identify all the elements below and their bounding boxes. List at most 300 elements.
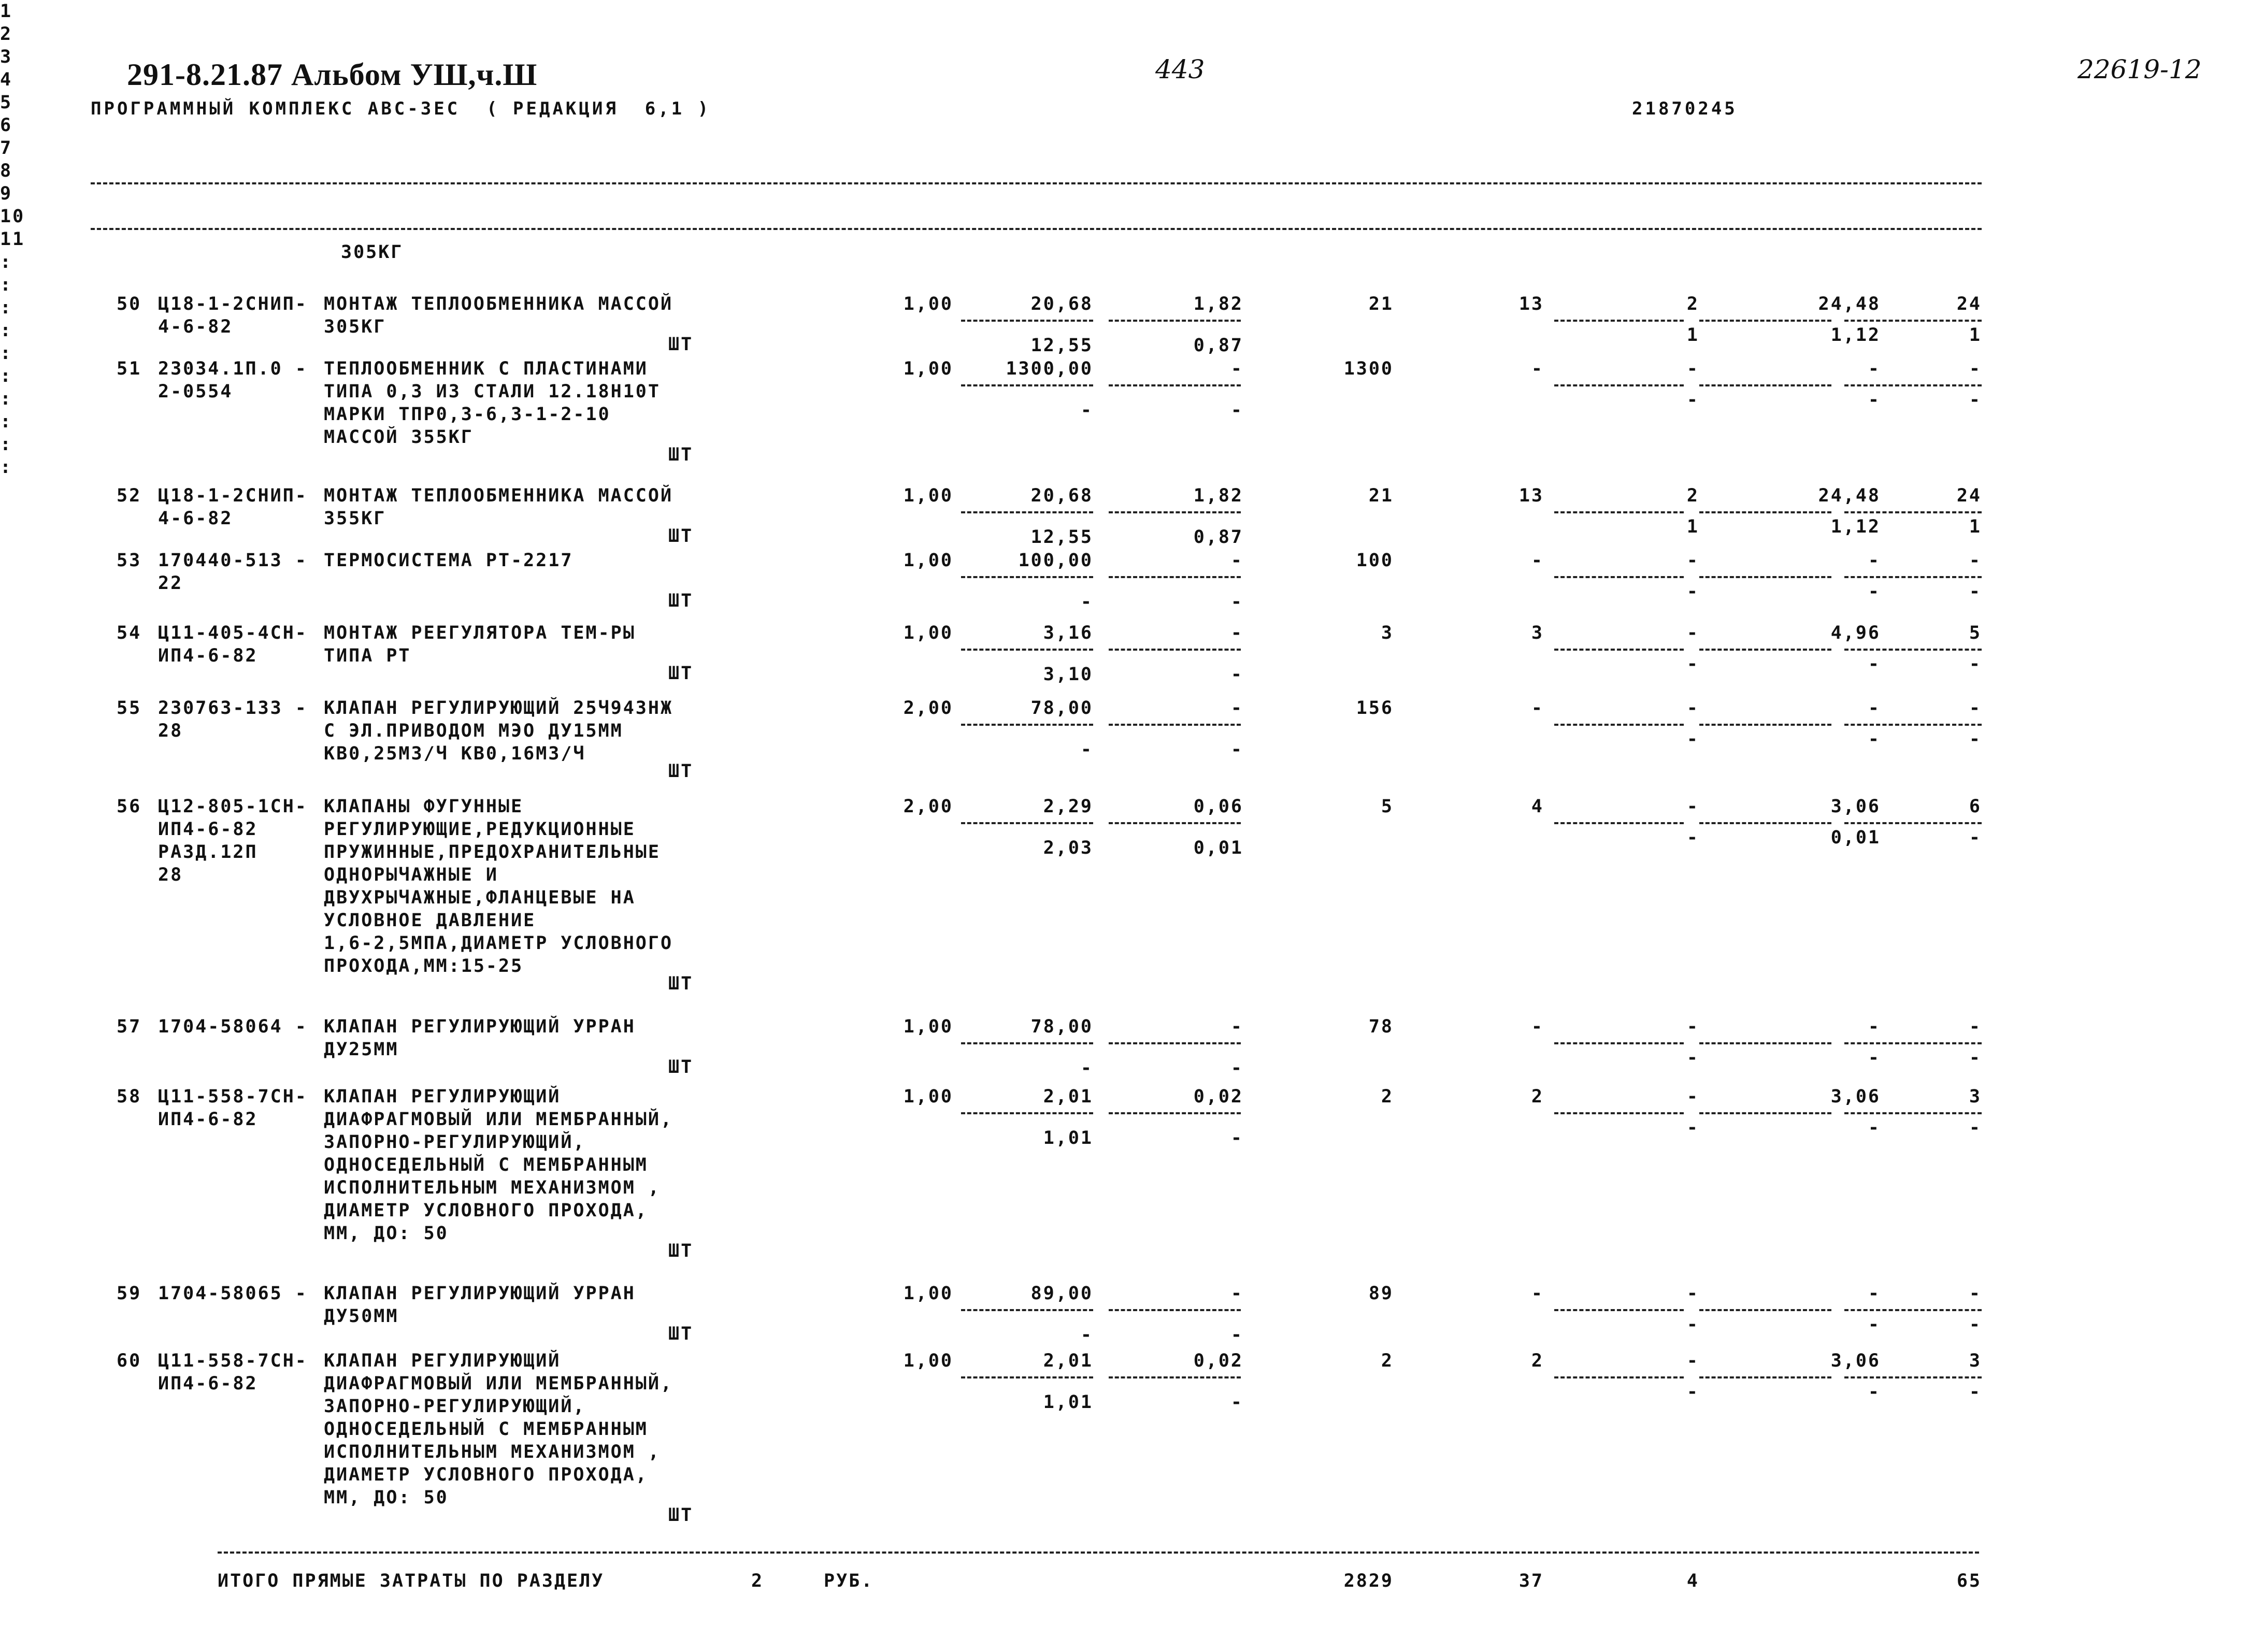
row-col11-wage: -	[1969, 390, 1982, 410]
row-col8-value: 3	[1531, 623, 1544, 643]
row-description: ДУ50ММ	[324, 1306, 399, 1327]
row-col6-rule	[1109, 1309, 1241, 1311]
row-col11-value: -	[1969, 698, 1982, 719]
row-col9-rule	[1554, 1112, 1684, 1114]
column-header-7: 7	[0, 138, 13, 159]
row-col11-rule	[1844, 1376, 1982, 1378]
row-description: МАРКИ ТПР0,3-6,3-1-2-10	[324, 404, 611, 425]
row-col10-wage: 0,01	[1830, 827, 1881, 848]
row-col10-rule	[1699, 1112, 1831, 1114]
row-code: 170440-513 -	[158, 550, 308, 571]
album-title: 291-8.21.87 Альбом УШ,ч.Ш	[127, 58, 538, 92]
row-col11-rule	[1844, 320, 1982, 322]
row-col5-value: 78,00	[1030, 1016, 1093, 1037]
row-unit: ШТ	[668, 444, 694, 465]
row-code: 2-0554	[158, 381, 233, 402]
row-col11-rule	[1844, 649, 1982, 651]
header-top-rule	[91, 182, 1982, 184]
row-description: ТЕПЛООБМЕННИК С ПЛАСТИНАМИ	[324, 358, 648, 379]
row-description: МОНТАЖ ТЕПЛООБМЕННИКА МАССОЙ	[324, 294, 674, 314]
row-col8-value: 13	[1518, 485, 1544, 506]
row-code: 28	[158, 721, 183, 741]
row-description: ДВУХРЫЧАЖНЫЕ,ФЛАНЦЕВЫЕ НА	[324, 887, 636, 908]
row-col5-wage: -	[1080, 400, 1093, 421]
row-number: 53	[117, 550, 142, 571]
row-col10-value: -	[1868, 1016, 1881, 1037]
row-col10-value: 3,06	[1830, 796, 1881, 817]
row-col9-value: -	[1686, 698, 1699, 719]
row-col11-rule	[1844, 822, 1982, 824]
row-description: 305КГ	[324, 317, 386, 337]
carry-over-text: 305КГ	[341, 242, 404, 263]
row-col10-wage: 1,12	[1830, 325, 1881, 346]
row-col8-value: -	[1531, 698, 1544, 719]
row-description: ДИАФРАГМОВЫЙ ИЛИ МЕМБРАННЫЙ,	[324, 1373, 674, 1394]
row-col7-value: 2	[1381, 1351, 1394, 1371]
row-code: 4-6-82	[158, 317, 233, 337]
row-col6-rule	[1109, 1112, 1241, 1114]
row-col8-value: 2	[1531, 1351, 1544, 1371]
row-description: ОДНОСЕДЕЛЬНЫЙ С МЕМБРАННЫМ	[324, 1419, 648, 1440]
row-col9-wage: -	[1686, 1117, 1699, 1138]
row-number: 56	[117, 796, 142, 817]
row-col10-wage: 1,12	[1830, 516, 1881, 537]
row-col9-rule	[1554, 1042, 1684, 1044]
row-col11-value: 6	[1969, 796, 1982, 817]
row-col10-wage: -	[1868, 1117, 1881, 1138]
row-col10-rule	[1699, 1309, 1831, 1311]
row-col10-rule	[1699, 649, 1831, 651]
total-label: ИТОГО ПРЯМЫЕ ЗАТРАТЫ ПО РАЗДЕЛУ	[218, 1571, 605, 1591]
row-col10-rule	[1699, 724, 1831, 726]
row-col9-wage: -	[1686, 581, 1699, 602]
row-col10-rule	[1699, 1376, 1831, 1378]
row-code: Ц11-558-7СН-	[158, 1086, 308, 1107]
row-col6-rule	[1109, 724, 1241, 726]
row-description: С ЭЛ.ПРИВОДОМ МЭО ДУ15ММ	[324, 721, 623, 741]
row-quantity: 1,00	[903, 623, 953, 643]
row-description: КЛАПАН РЕГУЛИРУЮЩИЙ УРРАН	[324, 1283, 636, 1304]
row-col11-value: 24	[1956, 485, 1982, 506]
column-separator: :	[0, 389, 13, 409]
row-unit: ШТ	[668, 761, 694, 782]
row-col9-value: -	[1686, 358, 1699, 379]
row-code: 4-6-82	[158, 508, 233, 529]
row-col5-rule	[961, 1042, 1093, 1044]
row-col11-value: -	[1969, 1283, 1982, 1304]
row-col9-rule	[1554, 576, 1684, 578]
row-col9-value: 2	[1686, 485, 1699, 506]
row-col6-value: -	[1230, 358, 1243, 379]
row-unit: ШТ	[668, 1324, 694, 1344]
header-bottom-rule	[91, 228, 1982, 230]
row-col11-wage: -	[1969, 729, 1982, 750]
row-col10-value: 4,96	[1830, 623, 1881, 643]
row-quantity: 1,00	[903, 550, 953, 571]
row-description: ПРУЖИННЫЕ,ПРЕДОХРАНИТЕЛЬНЫЕ	[324, 842, 661, 863]
row-col7-value: 21	[1368, 294, 1394, 314]
row-col5-rule	[961, 1112, 1093, 1114]
row-col6-rule	[1109, 384, 1241, 386]
row-description: ДИАМЕТР УСЛОВНОГО ПРОХОДА,	[324, 1464, 648, 1485]
row-col5-wage: 3,10	[1043, 664, 1093, 685]
row-col11-value: 5	[1969, 623, 1982, 643]
row-col9-rule	[1554, 822, 1684, 824]
column-separator: :	[0, 366, 13, 386]
row-col5-wage: 1,01	[1043, 1392, 1093, 1413]
row-description: ТИПА РТ	[324, 645, 411, 666]
row-unit: ШТ	[668, 591, 694, 611]
row-col5-value: 20,68	[1030, 294, 1093, 314]
program-subtitle: ПРОГРАММНЫЙ КОМПЛЕКС АВС-ЗЕС ( РЕДАКЦИЯ 6,1 )	[91, 98, 711, 119]
row-quantity: 1,00	[903, 1016, 953, 1037]
row-col5-wage: 12,55	[1030, 527, 1093, 548]
row-col11-wage: -	[1969, 1314, 1982, 1335]
row-col6-value: 1,82	[1193, 294, 1243, 314]
row-col6-value: 0,06	[1193, 796, 1243, 817]
row-col5-value: 3,16	[1043, 623, 1093, 643]
row-col9-value: -	[1686, 1016, 1699, 1037]
column-header-3: 3	[0, 47, 13, 67]
row-description: ДИАМЕТР УСЛОВНОГО ПРОХОДА,	[324, 1200, 648, 1221]
row-col8-value: 2	[1531, 1086, 1544, 1107]
row-col10-rule	[1699, 822, 1831, 824]
row-col5-value: 2,01	[1043, 1351, 1093, 1371]
total-currency: РУБ.	[824, 1571, 874, 1591]
row-code: ИП4-6-82	[158, 1373, 258, 1394]
row-unit: ШТ	[668, 526, 694, 547]
row-quantity: 2,00	[903, 796, 953, 817]
row-col9-rule	[1554, 511, 1684, 513]
row-number: 55	[117, 698, 142, 719]
row-col9-value: 2	[1686, 294, 1699, 314]
row-col9-wage: -	[1686, 1382, 1699, 1402]
row-col6-wage: 0,87	[1193, 527, 1243, 548]
row-col10-wage: -	[1868, 1382, 1881, 1402]
row-col6-wage: -	[1230, 1325, 1243, 1345]
page-number: 443	[1155, 54, 1205, 84]
row-col6-rule	[1109, 320, 1241, 322]
row-col9-wage: -	[1686, 1047, 1699, 1068]
row-col5-wage: -	[1080, 1058, 1093, 1079]
row-col11-value: -	[1969, 550, 1982, 571]
row-col9-rule	[1554, 1309, 1684, 1311]
row-quantity: 1,00	[903, 1351, 953, 1371]
row-col6-value: -	[1230, 698, 1243, 719]
row-col7-value: 21	[1368, 485, 1394, 506]
row-col11-wage: 1	[1969, 325, 1982, 346]
total-col9: 4	[1686, 1571, 1699, 1591]
column-header-2: 2	[0, 24, 13, 45]
row-col6-rule	[1109, 649, 1241, 651]
row-col6-wage: -	[1230, 400, 1243, 421]
row-col9-wage: -	[1686, 1314, 1699, 1335]
row-col9-rule	[1554, 724, 1684, 726]
row-col10-wage: -	[1868, 390, 1881, 410]
row-code: ИП4-6-82	[158, 645, 258, 666]
row-description: 1,6-2,5МПА,ДИАМЕТР УСЛОВНОГО	[324, 933, 674, 954]
row-description: КЛАПАН РЕГУЛИРУЮЩИЙ 25Ч943НЖ	[324, 698, 674, 719]
row-col10-rule	[1699, 1042, 1831, 1044]
row-unit: ШТ	[668, 973, 694, 994]
row-col5-wage: 2,03	[1043, 838, 1093, 858]
row-col5-value: 100,00	[1018, 550, 1093, 571]
row-number: 52	[117, 485, 142, 506]
row-unit: ШТ	[668, 334, 694, 355]
row-col11-value: 3	[1969, 1351, 1982, 1371]
row-col6-rule	[1109, 1042, 1241, 1044]
row-col11-rule	[1844, 1112, 1982, 1114]
row-col9-rule	[1554, 1376, 1684, 1378]
row-quantity: 1,00	[903, 485, 953, 506]
row-quantity: 1,00	[903, 1283, 953, 1304]
row-col11-value: -	[1969, 358, 1982, 379]
row-col5-rule	[961, 384, 1093, 386]
column-separator: :	[0, 434, 13, 455]
row-code: РАЗД.12П	[158, 842, 258, 863]
row-col7-value: 100	[1356, 550, 1394, 571]
row-col6-value: 0,02	[1193, 1086, 1243, 1107]
column-separator: :	[0, 343, 13, 364]
row-col9-value: -	[1686, 1351, 1699, 1371]
row-col10-value: -	[1868, 358, 1881, 379]
row-col5-wage: -	[1080, 1325, 1093, 1345]
row-col6-value: -	[1230, 623, 1243, 643]
row-col9-value: -	[1686, 1086, 1699, 1107]
row-description: КВ0,25МЗ/Ч КВ0,16МЗ/Ч	[324, 743, 586, 764]
row-number: 58	[117, 1086, 142, 1107]
row-col5-wage: 12,55	[1030, 335, 1093, 356]
total-col7: 2829	[1343, 1571, 1394, 1591]
row-col9-value: -	[1686, 1283, 1699, 1304]
row-col5-rule	[961, 1309, 1093, 1311]
row-description: ИСПОЛНИТЕЛЬНЫМ МЕХАНИЗМОМ ,	[324, 1442, 661, 1462]
row-col10-value: 24,48	[1818, 485, 1881, 506]
column-separator: :	[0, 320, 13, 341]
row-col5-value: 78,00	[1030, 698, 1093, 719]
row-col10-wage: -	[1868, 1047, 1881, 1068]
row-col10-rule	[1699, 384, 1831, 386]
row-col6-wage: -	[1230, 1392, 1243, 1413]
row-description: ОДНОСЕДЕЛЬНЫЙ С МЕМБРАННЫМ	[324, 1155, 648, 1175]
row-col5-rule	[961, 1376, 1093, 1378]
column-header-11: 11	[0, 229, 25, 250]
row-col5-wage: -	[1080, 739, 1093, 760]
row-number: 50	[117, 294, 142, 314]
row-col6-value: -	[1230, 1016, 1243, 1037]
row-col9-value: -	[1686, 550, 1699, 571]
row-col7-value: 1300	[1343, 358, 1394, 379]
column-separator: :	[0, 252, 13, 272]
row-code: Ц18-1-2СНИП-	[158, 294, 308, 314]
row-description: ЗАПОРНО-РЕГУЛИРУЮЩИЙ,	[324, 1396, 586, 1417]
column-header-4: 4	[0, 69, 13, 90]
row-col5-wage: -	[1080, 592, 1093, 612]
row-col6-wage: -	[1230, 592, 1243, 612]
row-col5-value: 2,29	[1043, 796, 1093, 817]
row-quantity: 1,00	[903, 294, 953, 314]
row-col5-rule	[961, 576, 1093, 578]
document-code: 21870245	[1632, 98, 1738, 119]
row-col6-rule	[1109, 576, 1241, 578]
row-col8-value: 4	[1531, 796, 1544, 817]
column-separator: :	[0, 411, 13, 432]
row-code: 22	[158, 573, 183, 594]
row-description: ДИАФРАГМОВЫЙ ИЛИ МЕМБРАННЫЙ,	[324, 1109, 674, 1130]
row-col11-wage: -	[1969, 654, 1982, 674]
row-col9-wage: 1	[1686, 516, 1699, 537]
row-col5-value: 1300,00	[1006, 358, 1093, 379]
row-col8-value: -	[1531, 1283, 1544, 1304]
row-col6-wage: -	[1230, 1128, 1243, 1148]
row-col6-value: -	[1230, 1283, 1243, 1304]
row-code: 230763-133 -	[158, 698, 308, 719]
row-col9-rule	[1554, 649, 1684, 651]
row-code: ИП4-6-82	[158, 819, 258, 840]
row-col11-rule	[1844, 384, 1982, 386]
row-col11-value: 24	[1956, 294, 1982, 314]
row-col5-value: 20,68	[1030, 485, 1093, 506]
row-code: Ц18-1-2СНИП-	[158, 485, 308, 506]
row-col10-value: 3,06	[1830, 1351, 1881, 1371]
row-col8-value: -	[1531, 1016, 1544, 1037]
row-description: МАССОЙ 355КГ	[324, 427, 474, 448]
row-col6-wage: 0,01	[1193, 838, 1243, 858]
row-number: 57	[117, 1016, 142, 1037]
row-col10-rule	[1699, 576, 1831, 578]
row-unit: ШТ	[668, 1057, 694, 1078]
row-col5-rule	[961, 511, 1093, 513]
row-col5-value: 89,00	[1030, 1283, 1093, 1304]
row-col11-value: -	[1969, 1016, 1982, 1037]
row-description: ПРОХОДА,ММ:15-25	[324, 956, 524, 976]
row-unit: ШТ	[668, 663, 694, 684]
row-col11-wage: -	[1969, 1047, 1982, 1068]
row-col6-wage: -	[1230, 664, 1243, 685]
row-col9-rule	[1554, 384, 1684, 386]
row-description: ДУ25ММ	[324, 1039, 399, 1060]
row-description: МОНТАЖ ТЕПЛООБМЕННИКА МАССОЙ	[324, 485, 674, 506]
row-col9-rule	[1554, 320, 1684, 322]
column-header-1: 1	[0, 1, 13, 22]
row-col10-value: -	[1868, 698, 1881, 719]
row-col8-value: 13	[1518, 294, 1544, 314]
row-col9-wage: -	[1686, 729, 1699, 750]
total-top-rule	[218, 1552, 1979, 1554]
total-col11: 65	[1956, 1571, 1982, 1591]
row-description: КЛАПАН РЕГУЛИРУЮЩИЙ	[324, 1086, 561, 1107]
row-quantity: 2,00	[903, 698, 953, 719]
row-col10-value: 24,48	[1818, 294, 1881, 314]
row-col5-rule	[961, 724, 1093, 726]
row-col11-rule	[1844, 724, 1982, 726]
column-header-6: 6	[0, 115, 13, 136]
row-code: Ц11-558-7СН-	[158, 1351, 308, 1371]
row-col6-rule	[1109, 511, 1241, 513]
row-col6-value: 1,82	[1193, 485, 1243, 506]
row-description: КЛАПАН РЕГУЛИРУЮЩИЙ УРРАН	[324, 1016, 636, 1037]
row-quantity: 1,00	[903, 358, 953, 379]
row-col11-value: 3	[1969, 1086, 1982, 1107]
row-col11-wage: -	[1969, 581, 1982, 602]
row-col10-value: -	[1868, 1283, 1881, 1304]
row-col11-wage: -	[1969, 1382, 1982, 1402]
row-col10-value: 3,06	[1830, 1086, 1881, 1107]
total-section-number: 2	[751, 1571, 764, 1591]
row-number: 60	[117, 1351, 142, 1371]
row-quantity: 1,00	[903, 1086, 953, 1107]
row-col8-value: -	[1531, 358, 1544, 379]
row-col10-rule	[1699, 320, 1831, 322]
row-code: 1704-58065 -	[158, 1283, 308, 1304]
row-col9-wage: 1	[1686, 325, 1699, 346]
row-unit: ШТ	[668, 1241, 694, 1261]
column-header-5: 5	[0, 92, 13, 113]
row-description: УСЛОВНОЕ ДАВЛЕНИЕ	[324, 910, 536, 931]
row-description: ЗАПОРНО-РЕГУЛИРУЮЩИЙ,	[324, 1132, 586, 1153]
row-code: 28	[158, 865, 183, 885]
row-col7-value: 5	[1381, 796, 1394, 817]
row-col11-wage: -	[1969, 1117, 1982, 1138]
row-number: 54	[117, 623, 142, 643]
row-col7-value: 2	[1381, 1086, 1394, 1107]
row-col6-rule	[1109, 1376, 1241, 1378]
row-col5-value: 2,01	[1043, 1086, 1093, 1107]
row-col7-value: 78	[1368, 1016, 1394, 1037]
row-col11-rule	[1844, 1309, 1982, 1311]
row-col10-wage: -	[1868, 581, 1881, 602]
row-description: МОНТАЖ РЕЕГУЛЯТОРА ТЕМ-РЫ	[324, 623, 636, 643]
row-col9-wage: -	[1686, 390, 1699, 410]
row-col9-value: -	[1686, 623, 1699, 643]
row-description: ОДНОРЫЧАЖНЫЕ И	[324, 865, 499, 885]
row-code: 1704-58064 -	[158, 1016, 308, 1037]
row-col11-rule	[1844, 1042, 1982, 1044]
row-col10-wage: -	[1868, 729, 1881, 750]
row-col11-rule	[1844, 511, 1982, 513]
row-col9-wage: -	[1686, 827, 1699, 848]
row-col11-wage: -	[1969, 827, 1982, 848]
row-code: Ц12-805-1СН-	[158, 796, 308, 817]
row-col7-value: 156	[1356, 698, 1394, 719]
total-col8: 37	[1518, 1571, 1544, 1591]
row-col9-value: -	[1686, 796, 1699, 817]
row-description: КЛАПАНЫ ФУГУННЫЕ	[324, 796, 524, 817]
row-description: ТИПА 0,3 ИЗ СТАЛИ 12.18Н10Т	[324, 381, 661, 402]
row-col11-wage: 1	[1969, 516, 1982, 537]
row-description: ММ, ДО: 50	[324, 1223, 449, 1244]
column-separator: :	[0, 457, 13, 478]
row-description: ТЕРМОСИСТЕМА РТ-2217	[324, 550, 574, 571]
column-header-9: 9	[0, 183, 13, 204]
row-col5-rule	[961, 320, 1093, 322]
row-col6-value: 0,02	[1193, 1351, 1243, 1371]
row-col6-wage: -	[1230, 739, 1243, 760]
column-header-8: 8	[0, 161, 13, 181]
row-description: ИСПОЛНИТЕЛЬНЫМ МЕХАНИЗМОМ ,	[324, 1177, 661, 1198]
row-col10-wage: -	[1868, 654, 1881, 674]
row-code: 23034.1П.0 -	[158, 358, 308, 379]
row-col7-value: 3	[1381, 623, 1394, 643]
row-col6-wage: 0,87	[1193, 335, 1243, 356]
row-col10-rule	[1699, 511, 1831, 513]
row-col5-rule	[961, 822, 1093, 824]
column-separator: :	[0, 275, 13, 295]
corner-reference: 22619-12	[2077, 54, 2202, 84]
row-col6-rule	[1109, 822, 1241, 824]
row-col5-rule	[961, 649, 1093, 651]
row-description: КЛАПАН РЕГУЛИРУЮЩИЙ	[324, 1351, 561, 1371]
